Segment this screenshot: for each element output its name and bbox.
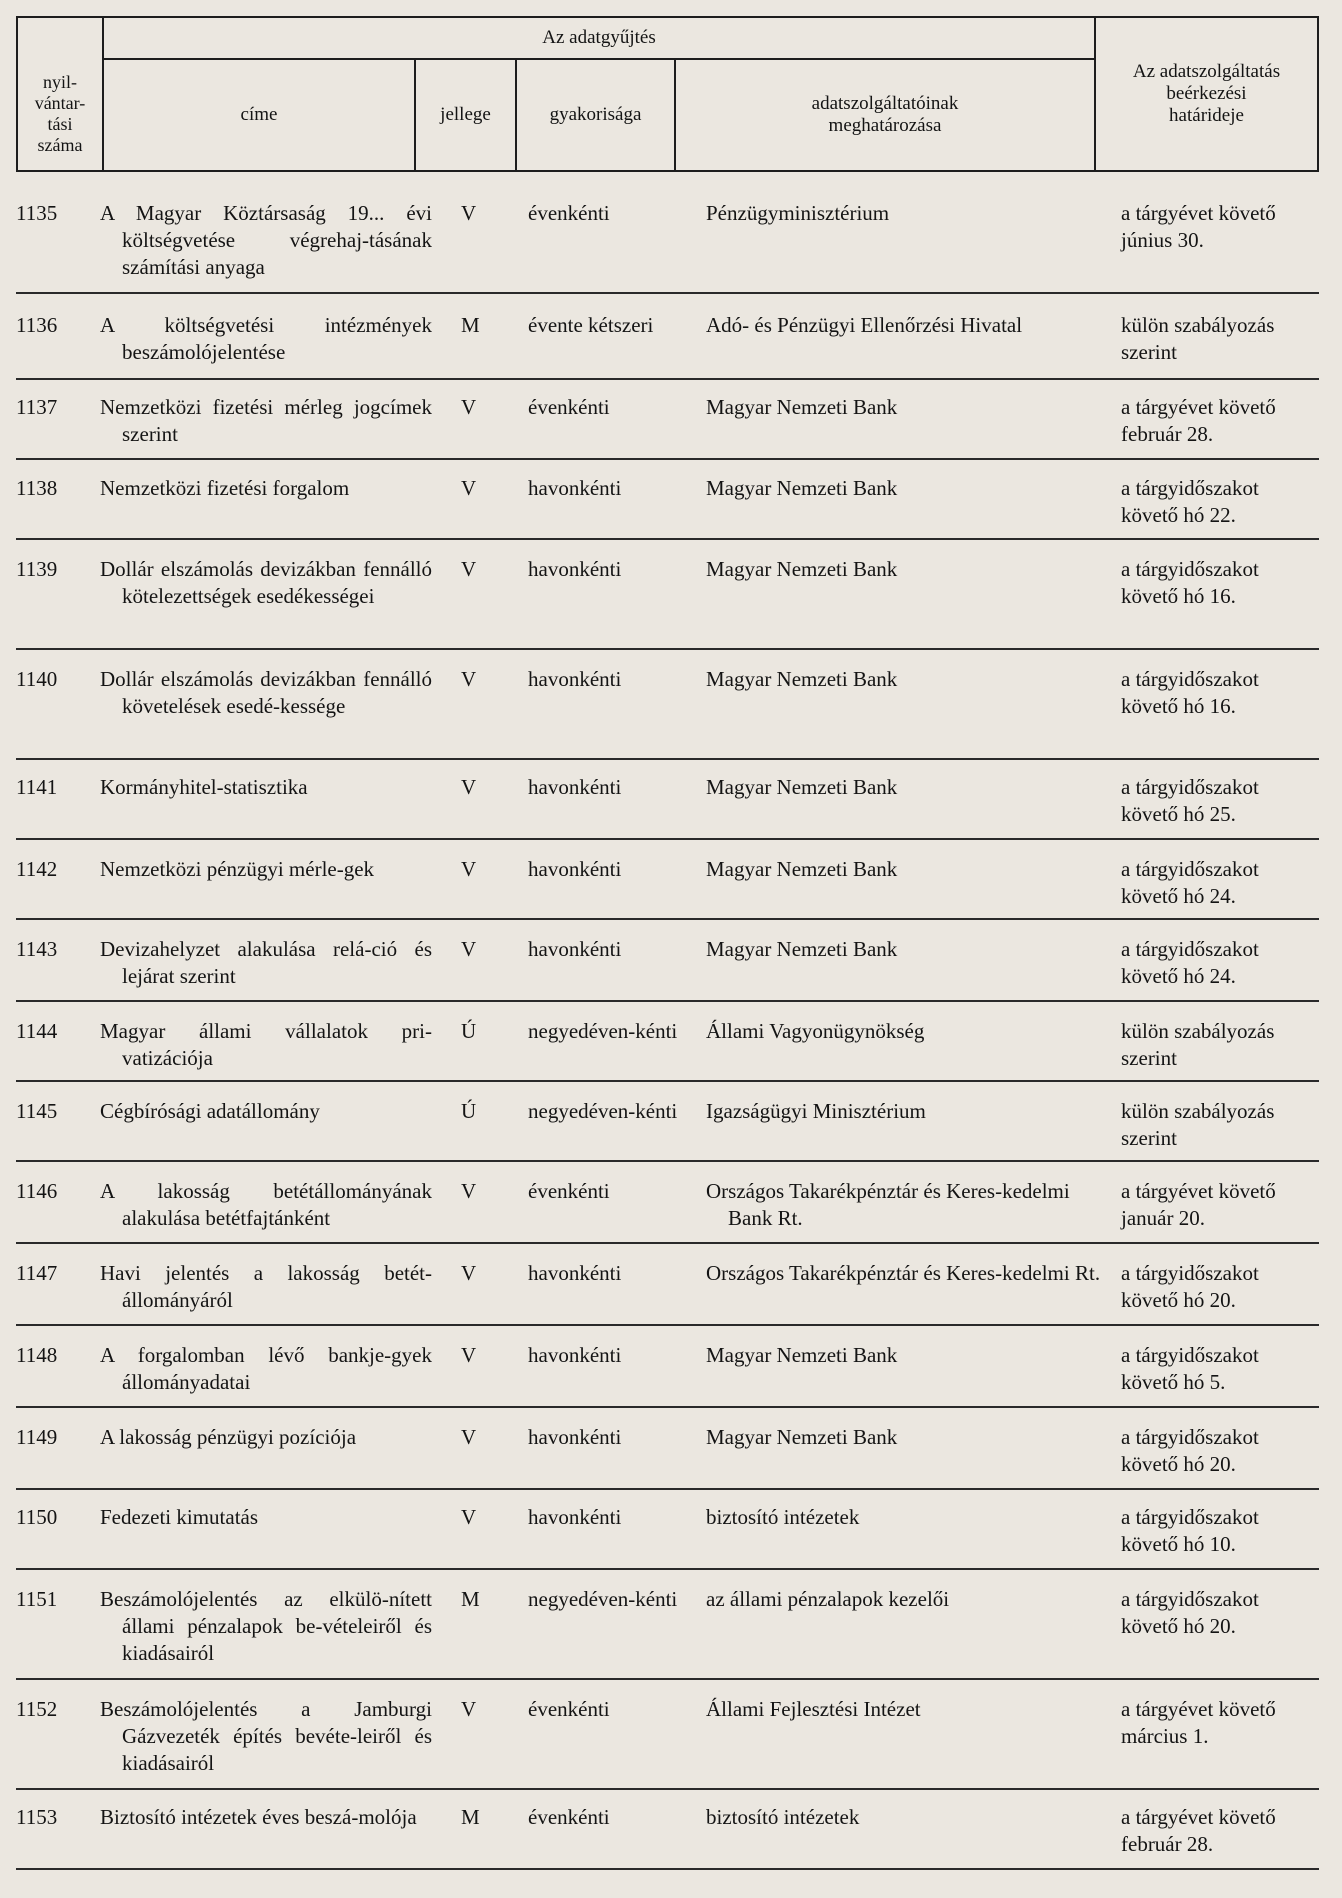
row-adatszolgaltato: Állami Vagyonügynökség bbox=[706, 1019, 925, 1043]
row-jelleg: V bbox=[461, 1505, 477, 1529]
row-separator bbox=[16, 292, 1319, 294]
row-adatszolgaltato: biztosító intézetek bbox=[706, 1805, 860, 1829]
row-number: 1137 bbox=[16, 395, 58, 419]
row-number: 1151 bbox=[16, 1587, 58, 1611]
row-adatszolgaltato: Állami Fejlesztési Intézet bbox=[706, 1697, 921, 1721]
row-hatarido: a tárgyévet követő február 28. bbox=[1121, 1805, 1276, 1856]
row-title: Nemzetközi pénzügyi mérle-gek bbox=[100, 857, 375, 881]
row-gyakorisag: negyedéven-kénti bbox=[528, 1587, 678, 1611]
row-separator bbox=[16, 1000, 1319, 1002]
row-title: A költségvetési intézmények beszámolójelentése bbox=[100, 313, 432, 364]
row-separator bbox=[16, 1488, 1319, 1490]
row-jelleg: V bbox=[461, 1343, 477, 1367]
row-gyakorisag: évente kétszeri bbox=[528, 313, 654, 337]
row-hatarido: a tárgyidőszakot követő hó 20. bbox=[1121, 1425, 1259, 1476]
row-number: 1138 bbox=[16, 476, 58, 500]
row-hatarido: külön szabályozás szerint bbox=[1121, 1019, 1275, 1070]
row-jelleg: M bbox=[461, 1805, 480, 1829]
row-separator bbox=[16, 378, 1319, 380]
row-number: 1140 bbox=[16, 667, 58, 691]
row-title: Havi jelentés a lakosság betét-állományáról bbox=[100, 1261, 432, 1312]
row-adatszolgaltato: Igazságügyi Minisztérium bbox=[706, 1099, 926, 1123]
row-jelleg: V bbox=[461, 1261, 477, 1285]
row-gyakorisag: havonkénti bbox=[528, 775, 622, 799]
row-gyakorisag: havonkénti bbox=[528, 1261, 622, 1285]
row-title: A lakosság betétállományának alakulása betétfajtánként bbox=[100, 1179, 432, 1230]
row-title: Beszámolójelentés az elkülö-nített állami pénzalapok be-vételeiről és kiadásairól bbox=[100, 1587, 432, 1665]
row-gyakorisag: havonkénti bbox=[528, 1505, 622, 1529]
row-adatszolgaltato: biztosító intézetek bbox=[706, 1505, 860, 1529]
row-jelleg: M bbox=[461, 1587, 480, 1611]
row-separator bbox=[16, 458, 1319, 460]
row-hatarido: a tárgyidőszakot követő hó 24. bbox=[1121, 857, 1259, 908]
row-hatarido: a tárgyévet követő június 30. bbox=[1121, 201, 1276, 252]
row-adatszolgaltato: Magyar Nemzeti Bank bbox=[706, 1343, 898, 1367]
row-separator bbox=[16, 1242, 1319, 1244]
row-gyakorisag: havonkénti bbox=[528, 667, 622, 691]
row-separator bbox=[16, 758, 1319, 760]
row-number: 1136 bbox=[16, 313, 58, 337]
row-gyakorisag: évenkénti bbox=[528, 1805, 610, 1829]
row-jelleg: Ú bbox=[461, 1019, 477, 1043]
row-separator bbox=[16, 1080, 1319, 1082]
row-gyakorisag: havonkénti bbox=[528, 557, 622, 581]
row-number: 1147 bbox=[16, 1261, 58, 1285]
row-jelleg: V bbox=[461, 1697, 477, 1721]
row-jelleg: V bbox=[461, 201, 477, 225]
row-title: Nemzetközi fizetési mérleg jogcímek szerint bbox=[100, 395, 432, 446]
row-gyakorisag: évenkénti bbox=[528, 201, 610, 225]
row-separator bbox=[16, 1568, 1319, 1570]
row-gyakorisag: évenkénti bbox=[528, 395, 610, 419]
row-number: 1148 bbox=[16, 1343, 58, 1367]
row-title: Fedezeti kimutatás bbox=[100, 1505, 259, 1529]
row-title: Devizahelyzet alakulása relá-ció és lejárat szerint bbox=[100, 937, 432, 988]
row-separator bbox=[16, 538, 1319, 540]
row-number: 1153 bbox=[16, 1805, 58, 1829]
row-adatszolgaltato: Magyar Nemzeti Bank bbox=[706, 557, 898, 581]
row-title: A Magyar Köztársaság 19... évi költségvetése végrehaj-tásának számítási anyaga bbox=[100, 201, 432, 279]
row-hatarido: a tárgyidőszakot követő hó 22. bbox=[1121, 476, 1259, 527]
row-gyakorisag: havonkénti bbox=[528, 937, 622, 961]
row-number: 1139 bbox=[16, 557, 58, 581]
row-hatarido: a tárgyévet követő március 1. bbox=[1121, 1697, 1276, 1748]
row-title: A lakosság pénzügyi pozíciója bbox=[100, 1425, 357, 1449]
row-title: Cégbírósági adatállomány bbox=[100, 1099, 320, 1123]
row-number: 1146 bbox=[16, 1179, 58, 1203]
row-hatarido: külön szabályozás szerint bbox=[1121, 313, 1275, 364]
row-separator bbox=[16, 648, 1319, 650]
row-adatszolgaltato: Magyar Nemzeti Bank bbox=[706, 476, 898, 500]
row-title: Beszámolójelentés a Jamburgi Gázvezeték építés bevéte-leiről és kiadásairól bbox=[100, 1697, 432, 1775]
header-gyakorisaga: gyakorisága bbox=[549, 104, 642, 125]
row-adatszolgaltato: Magyar Nemzeti Bank bbox=[706, 1425, 898, 1449]
row-jelleg: V bbox=[461, 775, 477, 799]
row-jelleg: V bbox=[461, 857, 477, 881]
row-title: Biztosító intézetek éves beszá-molója bbox=[100, 1805, 417, 1829]
row-adatszolgaltato: Pénzügyminisztérium bbox=[706, 201, 890, 225]
row-hatarido: külön szabályozás szerint bbox=[1121, 1099, 1275, 1150]
header-adatgyujtes: Az adatgyűjtés bbox=[542, 27, 656, 48]
row-number: 1145 bbox=[16, 1099, 58, 1123]
row-jelleg: V bbox=[461, 476, 477, 500]
row-title: Nemzetközi fizetési forgalom bbox=[100, 476, 350, 500]
row-gyakorisag: negyedéven-kénti bbox=[528, 1099, 678, 1123]
row-separator bbox=[16, 1160, 1319, 1162]
row-gyakorisag: havonkénti bbox=[528, 476, 622, 500]
header-cime: címe bbox=[240, 104, 278, 125]
row-hatarido: a tárgyidőszakot követő hó 20. bbox=[1121, 1261, 1259, 1312]
row-separator bbox=[16, 838, 1319, 840]
row-jelleg: V bbox=[461, 1179, 477, 1203]
row-adatszolgaltato: Magyar Nemzeti Bank bbox=[706, 775, 898, 799]
header-jellege: jellege bbox=[440, 104, 491, 125]
row-adatszolgaltato: Adó- és Pénzügyi Ellenőrzési Hivatal bbox=[706, 313, 1023, 337]
row-hatarido: a tárgyévet követő január 20. bbox=[1121, 1179, 1276, 1230]
row-separator bbox=[16, 1324, 1319, 1326]
row-gyakorisag: havonkénti bbox=[528, 857, 622, 881]
row-adatszolgaltato: Országos Takarékpénztár és Keres-kedelmi Bank Rt. bbox=[706, 1179, 1070, 1230]
row-hatarido: a tárgyidőszakot követő hó 16. bbox=[1121, 557, 1259, 608]
row-separator bbox=[16, 1868, 1319, 1870]
row-title: A forgalomban lévő bankje-gyek állományadatai bbox=[100, 1343, 432, 1394]
row-hatarido: a tárgyidőszakot követő hó 20. bbox=[1121, 1587, 1259, 1638]
row-gyakorisag: évenkénti bbox=[528, 1697, 610, 1721]
row-adatszolgaltato: az állami pénzalapok kezelői bbox=[706, 1587, 950, 1611]
row-number: 1135 bbox=[16, 201, 58, 225]
row-title: Kormányhitel-statisztika bbox=[100, 775, 308, 799]
row-separator bbox=[16, 1678, 1319, 1680]
row-adatszolgaltato: Magyar Nemzeti Bank bbox=[706, 857, 898, 881]
row-adatszolgaltato: Magyar Nemzeti Bank bbox=[706, 395, 898, 419]
row-adatszolgaltato: Országos Takarékpénztár és Keres-kedelmi Rt. bbox=[706, 1261, 1101, 1285]
table-header bbox=[16, 16, 1319, 172]
row-hatarido: a tárgyidőszakot követő hó 5. bbox=[1121, 1343, 1259, 1394]
row-jelleg: V bbox=[461, 1425, 477, 1449]
header-hatarido: Az adatszolgáltatás beérkezési határideje bbox=[1132, 61, 1281, 126]
row-title: Dollár elszámolás devizákban fennálló kötelezettségek esedékességei bbox=[100, 557, 432, 608]
row-gyakorisag: évenkénti bbox=[528, 1179, 610, 1203]
row-hatarido: a tárgyidőszakot követő hó 24. bbox=[1121, 937, 1259, 988]
header-nyilvantartasi-szama: nyil- vántar- tási száma bbox=[34, 72, 86, 155]
row-number: 1143 bbox=[16, 937, 58, 961]
row-jelleg: Ú bbox=[461, 1099, 477, 1123]
row-separator bbox=[16, 1788, 1319, 1790]
row-jelleg: V bbox=[461, 937, 477, 961]
row-hatarido: a tárgyidőszakot követő hó 10. bbox=[1121, 1505, 1259, 1556]
row-jelleg: V bbox=[461, 557, 477, 581]
row-hatarido: a tárgyidőszakot követő hó 16. bbox=[1121, 667, 1259, 718]
row-title: Magyar állami vállalatok pri-vatizációja bbox=[100, 1019, 432, 1070]
row-jelleg: V bbox=[461, 667, 477, 691]
row-separator bbox=[16, 1406, 1319, 1408]
row-number: 1152 bbox=[16, 1697, 58, 1721]
row-number: 1144 bbox=[16, 1019, 58, 1043]
row-number: 1142 bbox=[16, 857, 58, 881]
row-title: Dollár elszámolás devizákban fennálló követelések esedé-kessége bbox=[100, 667, 432, 718]
row-jelleg: M bbox=[461, 313, 480, 337]
header-adatszolgaltatoinak: adatszolgáltatóinak meghatározása bbox=[811, 93, 959, 136]
row-number: 1149 bbox=[16, 1425, 58, 1449]
row-separator bbox=[16, 918, 1319, 920]
row-gyakorisag: havonkénti bbox=[528, 1343, 622, 1367]
row-jelleg: V bbox=[461, 395, 477, 419]
row-gyakorisag: havonkénti bbox=[528, 1425, 622, 1449]
row-number: 1141 bbox=[16, 775, 58, 799]
row-number: 1150 bbox=[16, 1505, 58, 1529]
row-hatarido: a tárgyidőszakot követő hó 25. bbox=[1121, 775, 1259, 826]
row-gyakorisag: negyedéven-kénti bbox=[528, 1019, 678, 1043]
row-adatszolgaltato: Magyar Nemzeti Bank bbox=[706, 937, 898, 961]
row-adatszolgaltato: Magyar Nemzeti Bank bbox=[706, 667, 898, 691]
row-hatarido: a tárgyévet követő február 28. bbox=[1121, 395, 1276, 446]
